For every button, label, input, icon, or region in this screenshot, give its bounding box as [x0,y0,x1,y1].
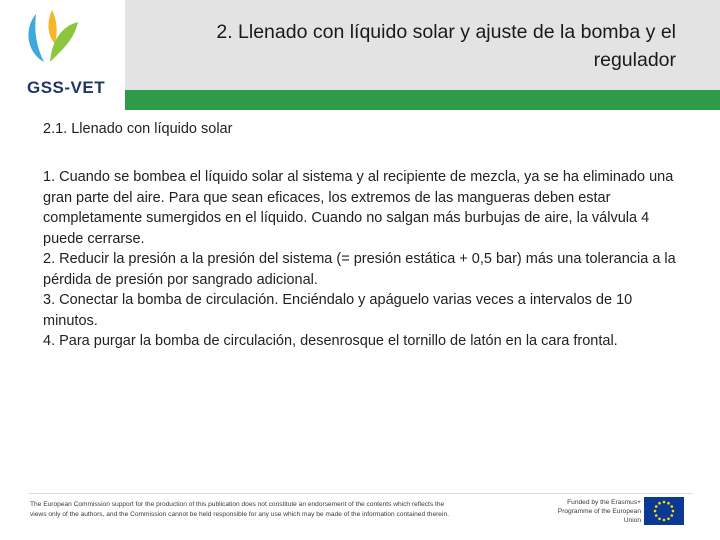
step-4-text: 4. Para purgar la bomba de circulación, desenrosque el tornillo de latón en la cara frontal. [43,333,618,349]
logo-area [0,0,125,110]
header-accent-bar [125,90,720,110]
step-2-text: 2. Reducir la presión a la presión del sistema (= presión estática + 0,5 bar) más una tolerancia a la pérdida de presión por sangrado adicional. [43,251,676,288]
footer-divider [28,493,693,494]
logo-text: GSS-VET [27,78,106,97]
step-1-text: 1. Cuando se bombea el líquido solar al sistema y al recipiente de mezcla, ya se ha eliminado una gran parte del aire. Para que sean eficaces, los extremos de las mangueras deben estar completamente sumergidos en el líquido. Cuando no salgan más burbujas de aire, la válvula 4 puede cerrarse. [43,169,674,247]
slide-title: 2. Llenado con líquido solar y ajuste de la bomba y el regulador [216,21,676,71]
gss-vet-logo-icon [22,6,82,76]
funded-by-text: Funded by the Erasmus+ Programme of the European Union [557,499,641,524]
body-text [43,167,683,352]
step-3-text: 3. Conectar la bomba de circulación. Enciéndalo y apáguelo varias veces a intervalos de 10 minutos. [43,292,633,329]
section-subheading: 2.1. Llenado con líquido solar [43,121,233,137]
footer-disclaimer: The European Commission support for the production of this publication does not constitute an endorsement of the contents which reflects the views only of the authors, and the Commission cannot be held responsible for any use which may be made of the information contained therein. [30,501,449,518]
eu-flag-icon [644,497,684,525]
